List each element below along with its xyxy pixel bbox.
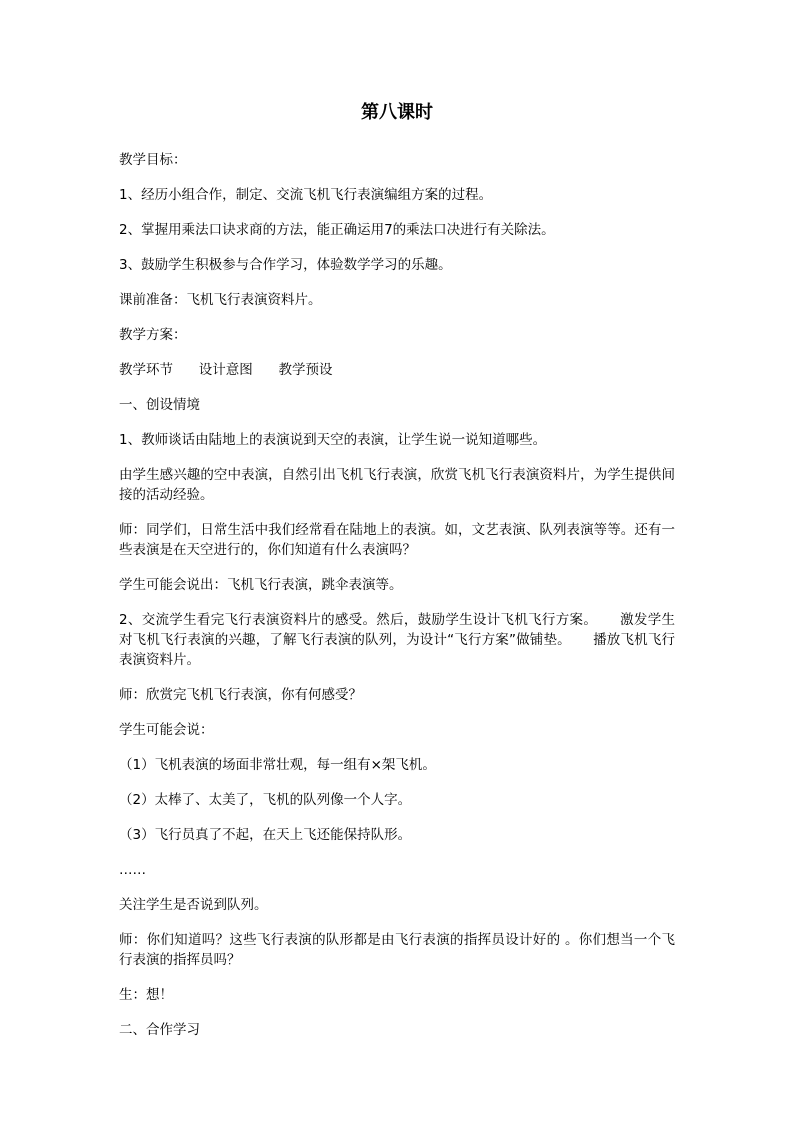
document-body (119, 150, 675, 1055)
text-paragraph: 师：欣赏完飞机飞行表演，你有何感受？ (119, 687, 362, 703)
objective-item: 3、鼓励学生积极参与合作学习，体验数学学习的乐趣。 (119, 257, 452, 273)
preparation-line: 课前准备：飞机飞行表演资料片。 (119, 292, 322, 308)
section-heading-situation: 一、创设情境 (119, 397, 200, 413)
text-paragraph: 学生可能会说出：飞机飞行表演，跳伞表演等。 (119, 577, 403, 593)
text-paragraph: 2、交流学生看完飞行表演资料片的感受。然后，鼓励学生设计飞机飞行方案。 激发学生对飞机飞行表演的兴趣，了解飞行表演的队列，为设计“飞行方案”做铺垫。 播放飞机飞行表演资料片。 (119, 612, 675, 668)
section-heading-plan: 教学方案： (119, 327, 187, 343)
ellipsis-line: …… (119, 862, 146, 878)
page-title: 第八课时 (361, 102, 433, 123)
text-paragraph: 师：同学们，日常生活中我们经常看在陆地上的表演。如，文艺表演、队列表演等等。还有一些表演是在天空进行的，你们知道有什么表演吗？ (119, 522, 675, 558)
objective-item: 2、掌握用乘法口诀求商的方法，能正确运用7的乘法口决进行有关除法。 (119, 222, 555, 238)
plan-columns-header: 教学环节 设计意图 教学预设 (119, 362, 333, 378)
text-paragraph: 关注学生是否说到队列。 (119, 897, 268, 913)
text-paragraph: 学生可能会说： (119, 722, 214, 738)
section-heading-cooperation: 二、合作学习 (119, 1022, 200, 1038)
text-paragraph: 由学生感兴趣的空中表演，自然引出飞机飞行表演，欣赏飞机飞行表演资料片，为学生提供间接的活动经验。 (119, 467, 675, 503)
list-item: （3）飞行员真了不起，在天上飞还能保持队形。 (119, 827, 412, 843)
section-heading-objectives: 教学目标： (119, 152, 187, 168)
objective-item: 1、经历小组合作，制定、交流飞机飞行表演编组方案的过程。 (119, 187, 493, 203)
text-paragraph: 生：想！ (119, 987, 173, 1003)
list-item: （1）飞机表演的场面非常壮观，每一组有×架飞机。 (119, 757, 436, 773)
text-paragraph: 1、教师谈话由陆地上的表演说到天空的表演，让学生说一说知道哪些。 (119, 432, 547, 448)
text-paragraph: 师：你们知道吗？这些飞行表演的队形都是由飞行表演的指挥员设计好的 。你们想当一个飞行表演的指挥员吗？ (119, 932, 675, 968)
list-item: （2）太棒了、太美了，飞机的队列像一个人字。 (119, 792, 412, 808)
